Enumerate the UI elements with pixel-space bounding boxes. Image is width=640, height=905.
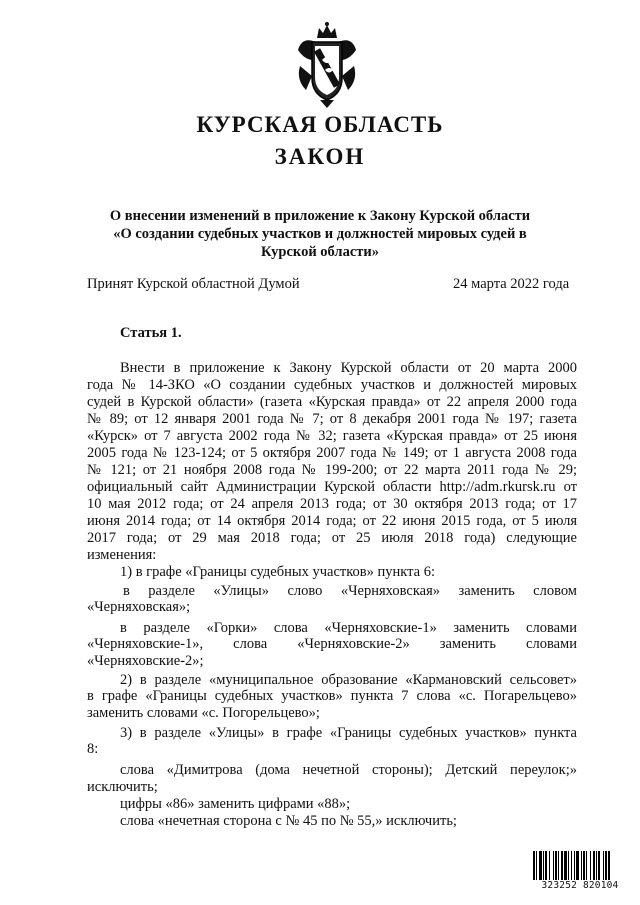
body-line: июня 2014 года; от 14 октября 2014 года; от 22 июня 2015 года, от 5 июля — [87, 513, 577, 529]
body-line: «Черняховские-2»; — [87, 653, 204, 669]
adopted-by: Принят Курской областной Думой — [87, 276, 300, 292]
body-line: «Черняховская»; — [87, 599, 191, 615]
body-line: исключить; — [87, 779, 158, 795]
body-line: в разделе «Улицы» слово «Черняховская» заменить словом — [123, 583, 577, 599]
body-line: Внести в приложение к Закону Курской области от 20 марта 2000 — [120, 360, 577, 376]
body-line: в разделе «Горки» слова «Черняховские-1» заменить словами — [120, 620, 577, 636]
body-line: судей в Курской области» (газета «Курская правда» от 22 апреля 2000 года — [87, 394, 577, 410]
law-subject — [90, 207, 550, 261]
body-line: № 121; от 21 ноября 2008 года № 199-200; от 22 марта 2011 года № 29; — [87, 462, 577, 478]
body-line: слова «Димитрова (дома нечетной стороны); Детский переулок;» — [120, 762, 577, 778]
body-line: в графе «Границы судебных участков» пункта 7 слова «с. Погарельцево» — [87, 688, 577, 704]
body-line: 10 мая 2012 года; от 24 апреля 2013 года; от 30 октября 2013 года; от 17 — [87, 496, 577, 512]
body-line: 8: — [87, 741, 99, 757]
body-line: 2017 года; от 29 мая 2018 года; от 25 июля 2018 года) следующие — [87, 530, 577, 546]
body-line: 2) в разделе «муниципальное образование «Кармановский сельсовет» — [120, 672, 577, 688]
body-line: заменить словами «с. Погорельцево»; — [87, 705, 320, 721]
region-title: КУРСКАЯ ОБЛАСТЬ — [196, 112, 444, 137]
body-line: 1) в графе «Границы судебных участков» пункта 6: — [120, 564, 435, 580]
law-subject-line: Курской области» — [261, 244, 379, 260]
body-line: изменения: — [87, 547, 157, 563]
body-line: года № 14-ЗКО «О создании судебных участков и должностей мировых — [87, 377, 577, 393]
law-subject-line: О внесении изменений в приложение к Закону Курской области — [109, 208, 531, 224]
law-subject-line: «О создании судебных участков и должностей мировых судей в — [113, 226, 527, 242]
body-line: слова «нечетная сторона с № 45 по № 55,» исключить; — [120, 813, 457, 829]
barcode-number: 323252 820104 — [530, 880, 630, 891]
body-line: цифры «86» заменить цифрами «88»; — [120, 796, 351, 812]
document-type-title: ЗАКОН — [274, 144, 366, 169]
body-line: официальный сайт Администрации Курской области http://adm.rkursk.ru от — [87, 479, 577, 495]
adoption-date: 24 марта 2022 года — [453, 276, 570, 292]
body-line: «Черняховские-1», слова «Черняховские-2» заменить словами — [87, 636, 577, 652]
body-line: 3) в разделе «Улицы» в графе «Границы судебных участков» пункта — [120, 725, 577, 741]
body-line: 2005 года № 123-124; от 5 октября 2007 года № 149; от 1 августа 2008 года — [87, 445, 577, 461]
article-title: Статья 1. — [120, 325, 182, 341]
body-line: № 89; от 12 января 2001 года № 7; от 8 декабря 2001 года № 197; газета — [87, 411, 577, 427]
body-line: «Курск» от 7 августа 2002 года № 32; газета «Курская правда» от 25 июня — [87, 428, 577, 444]
coat-of-arms-emblem — [292, 20, 362, 108]
